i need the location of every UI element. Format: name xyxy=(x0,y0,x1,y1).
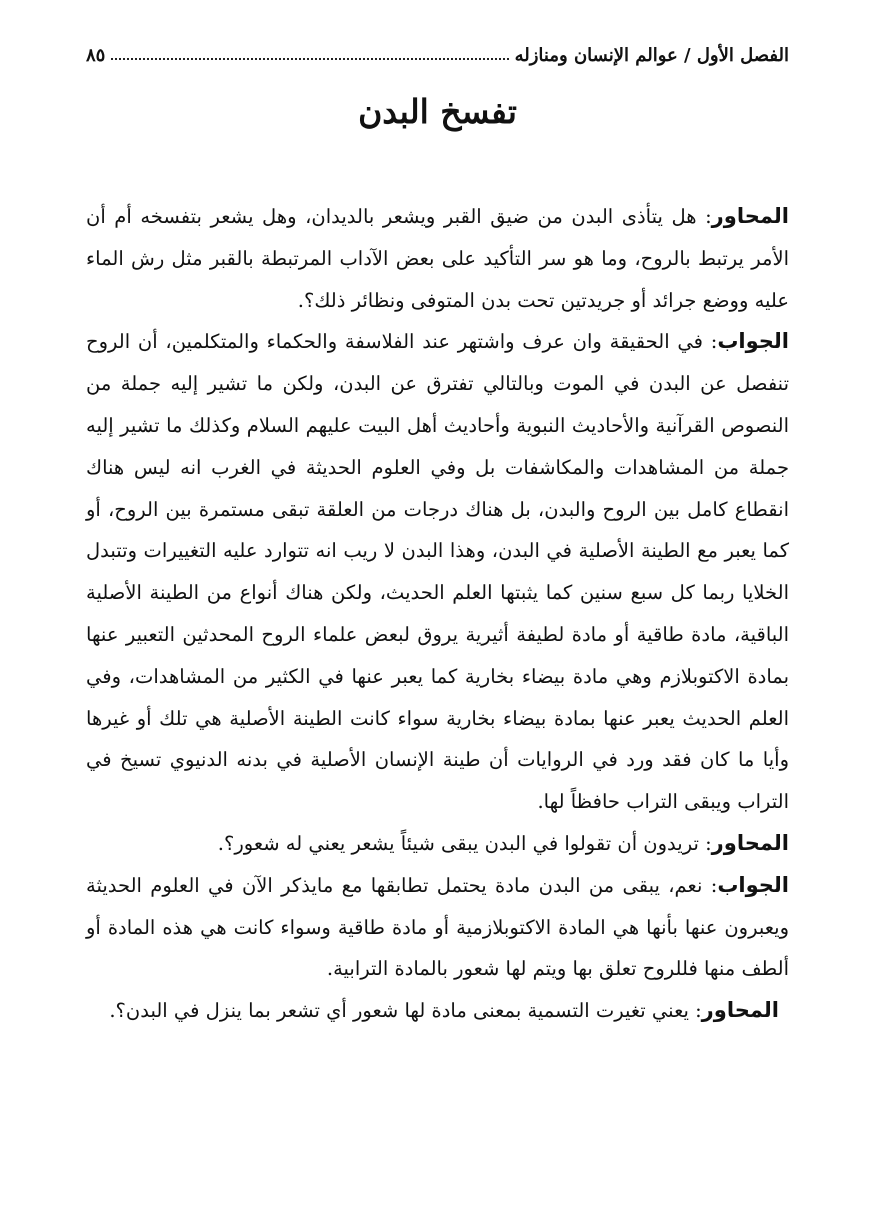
paragraph-text: : يعني تغيرت التسمية بمعنى مادة لها شعور أي تشعر بما ينزل في البدن؟. xyxy=(109,999,702,1023)
paragraph-text: : هل يتأذى البدن من ضيق القبر ويشعر بالديدان، وهل يشعر بتفسخه أم أن الأمر يرتبط بالروح، وما هو سر التأكيد على بعض الآداب المرتبطة بالقبر مثل رش الماء عليه ووضع جرائد أو جريدتين تحت بدن المتوفى ونظائر ذلك؟. xyxy=(86,205,789,312)
paragraph-text: : في الحقيقة وان عرف واشتهر عند الفلاسفة والحكماء والمتكلمين، أن الروح تنفصل عن البدن في الموت وبالتالي تفترق عن البدن، ولكن ما تشير إليه جملة من النصوص القرآنية والأحاديث النبوية وأحاديث أهل البيت عليهم السلام وكذلك ما تشير إليه جملة من المشاهدات والمكاشفات بل وفي العلوم الحديثة في الغرب انه ليس هناك انقطاع كامل بين الروح والبدن، بل هناك درجات من العلقة تبقى مستمرة بين الروح، أو كما يعبر مع الطينة الأصلية في البدن، وهذا البدن لا ريب انه تتوارد عليه التغييرات وتتبدل الخلايا ربما كل سبع سنين كما يثبتها العلم الحديث، ولكن هناك أنواع من الطينة الأصلية الباقية، مادة طاقية أو مادة لطيفة أثيرية يروق لبعض علماء الروح المحدثين التعبير عنها بمادة الاكتوبلازم وهي مادة بيضاء بخارية كما يعبر عنها في الكثير من المشاهدات، وفي العلم الحديث يعبر عنها بمادة بيضاء بخارية سواء كانت الطينة الأصلية هي تلك أو غيرها وأيا ما كان فقد ورد في الروايات أن طينة الإنسان الأصلية في بدنه الدنيوي تسيخ في التراب ويبقى التراب حافظاً لها. xyxy=(86,330,789,814)
paragraph-text: : نعم، يبقى من البدن مادة يحتمل تطابقها مع مايذكر الآن في العلوم الحديثة ويعبرون عنها بأنها هي المادة الاكتوبلازمية أو مادة طاقية وسواء كانت هي هذه المادة أو ألطف منها فللروح تعلق بها ويتم لها شعور بالمادة الترابية. xyxy=(86,873,789,981)
dialogue-paragraph xyxy=(86,321,789,823)
dialogue-paragraph xyxy=(86,196,789,321)
paragraph-text: : تريدون أن تقولوا في البدن يبقى شيئاً يشعر يعني له شعور؟. xyxy=(217,831,712,855)
speaker-label: الجواب xyxy=(717,329,789,354)
section-title: تفسخ البدن xyxy=(358,92,517,131)
speaker-label: المحاور xyxy=(711,204,789,228)
dialogue-paragraph xyxy=(86,823,789,865)
dotted-leader xyxy=(111,57,508,60)
speaker-label: الجواب xyxy=(717,872,789,897)
dialogue-paragraph xyxy=(86,865,789,990)
chapter-header-title: الفصل الأول / عوالم الإنسان ومنازله xyxy=(514,45,789,66)
dialogue-body xyxy=(86,196,789,1032)
running-header xyxy=(86,34,789,66)
dialogue-paragraph xyxy=(86,990,789,1032)
speaker-label: المحاور xyxy=(701,998,779,1023)
speaker-label: المحاور xyxy=(711,830,789,855)
page-number: ٨٥ xyxy=(86,45,106,66)
